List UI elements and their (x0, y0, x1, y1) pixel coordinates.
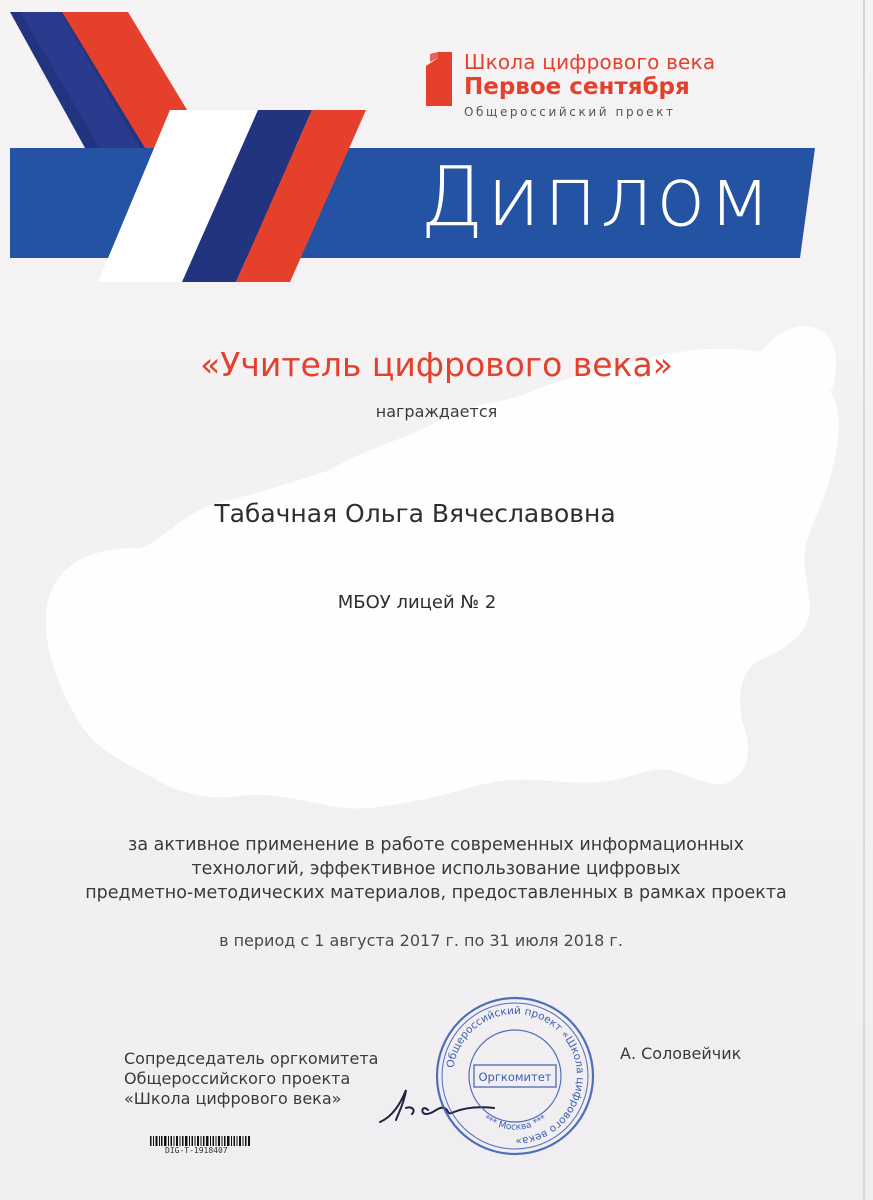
award-period: в период с 1 августа 2017 г. по 31 июля 2018 г. (219, 931, 623, 950)
stamp-city: *** Москва *** (481, 1113, 549, 1133)
recipient-name: Табачная Ольга Вячеславовна (214, 499, 616, 528)
award-title: «Учитель цифрового века» (200, 345, 673, 384)
logo-line-2: Первое сентября (464, 74, 690, 100)
project-logo (424, 44, 714, 124)
award-reason (56, 833, 816, 905)
diploma-title: Диплом (420, 150, 774, 245)
stamp-ring-text: Общероссийский проект «Школа цифрового века» (444, 1004, 587, 1148)
reason-line-2: технологий, эффективное использование цифровых (191, 859, 681, 879)
stamp-center-text: Оргкомитет (478, 1070, 552, 1084)
awarded-label: награждается (375, 402, 498, 421)
position-line-2: Общероссийского проекта (124, 1069, 351, 1088)
signatory-name: А. Соловейчик (620, 1044, 742, 1063)
logo-line-1: Школа цифрового века (464, 50, 716, 74)
position-line-1: Сопредседатель оргкомитета (124, 1049, 379, 1068)
document-code: DIG-T-1918407 (165, 1146, 228, 1155)
reason-line-1: за активное применение в работе современных информационных (128, 835, 744, 855)
logo-line-3: Общероссийский проект (464, 105, 676, 119)
signatory-position (124, 1049, 378, 1109)
institution-name: МБОУ лицей № 2 (337, 592, 497, 613)
position-line-3: «Школа цифрового века» (124, 1089, 342, 1108)
logo-book-icon (424, 50, 456, 108)
official-stamp (434, 995, 596, 1157)
reason-line-3: предметно-методических материалов, предоставленных в рамках проекта (85, 883, 787, 903)
